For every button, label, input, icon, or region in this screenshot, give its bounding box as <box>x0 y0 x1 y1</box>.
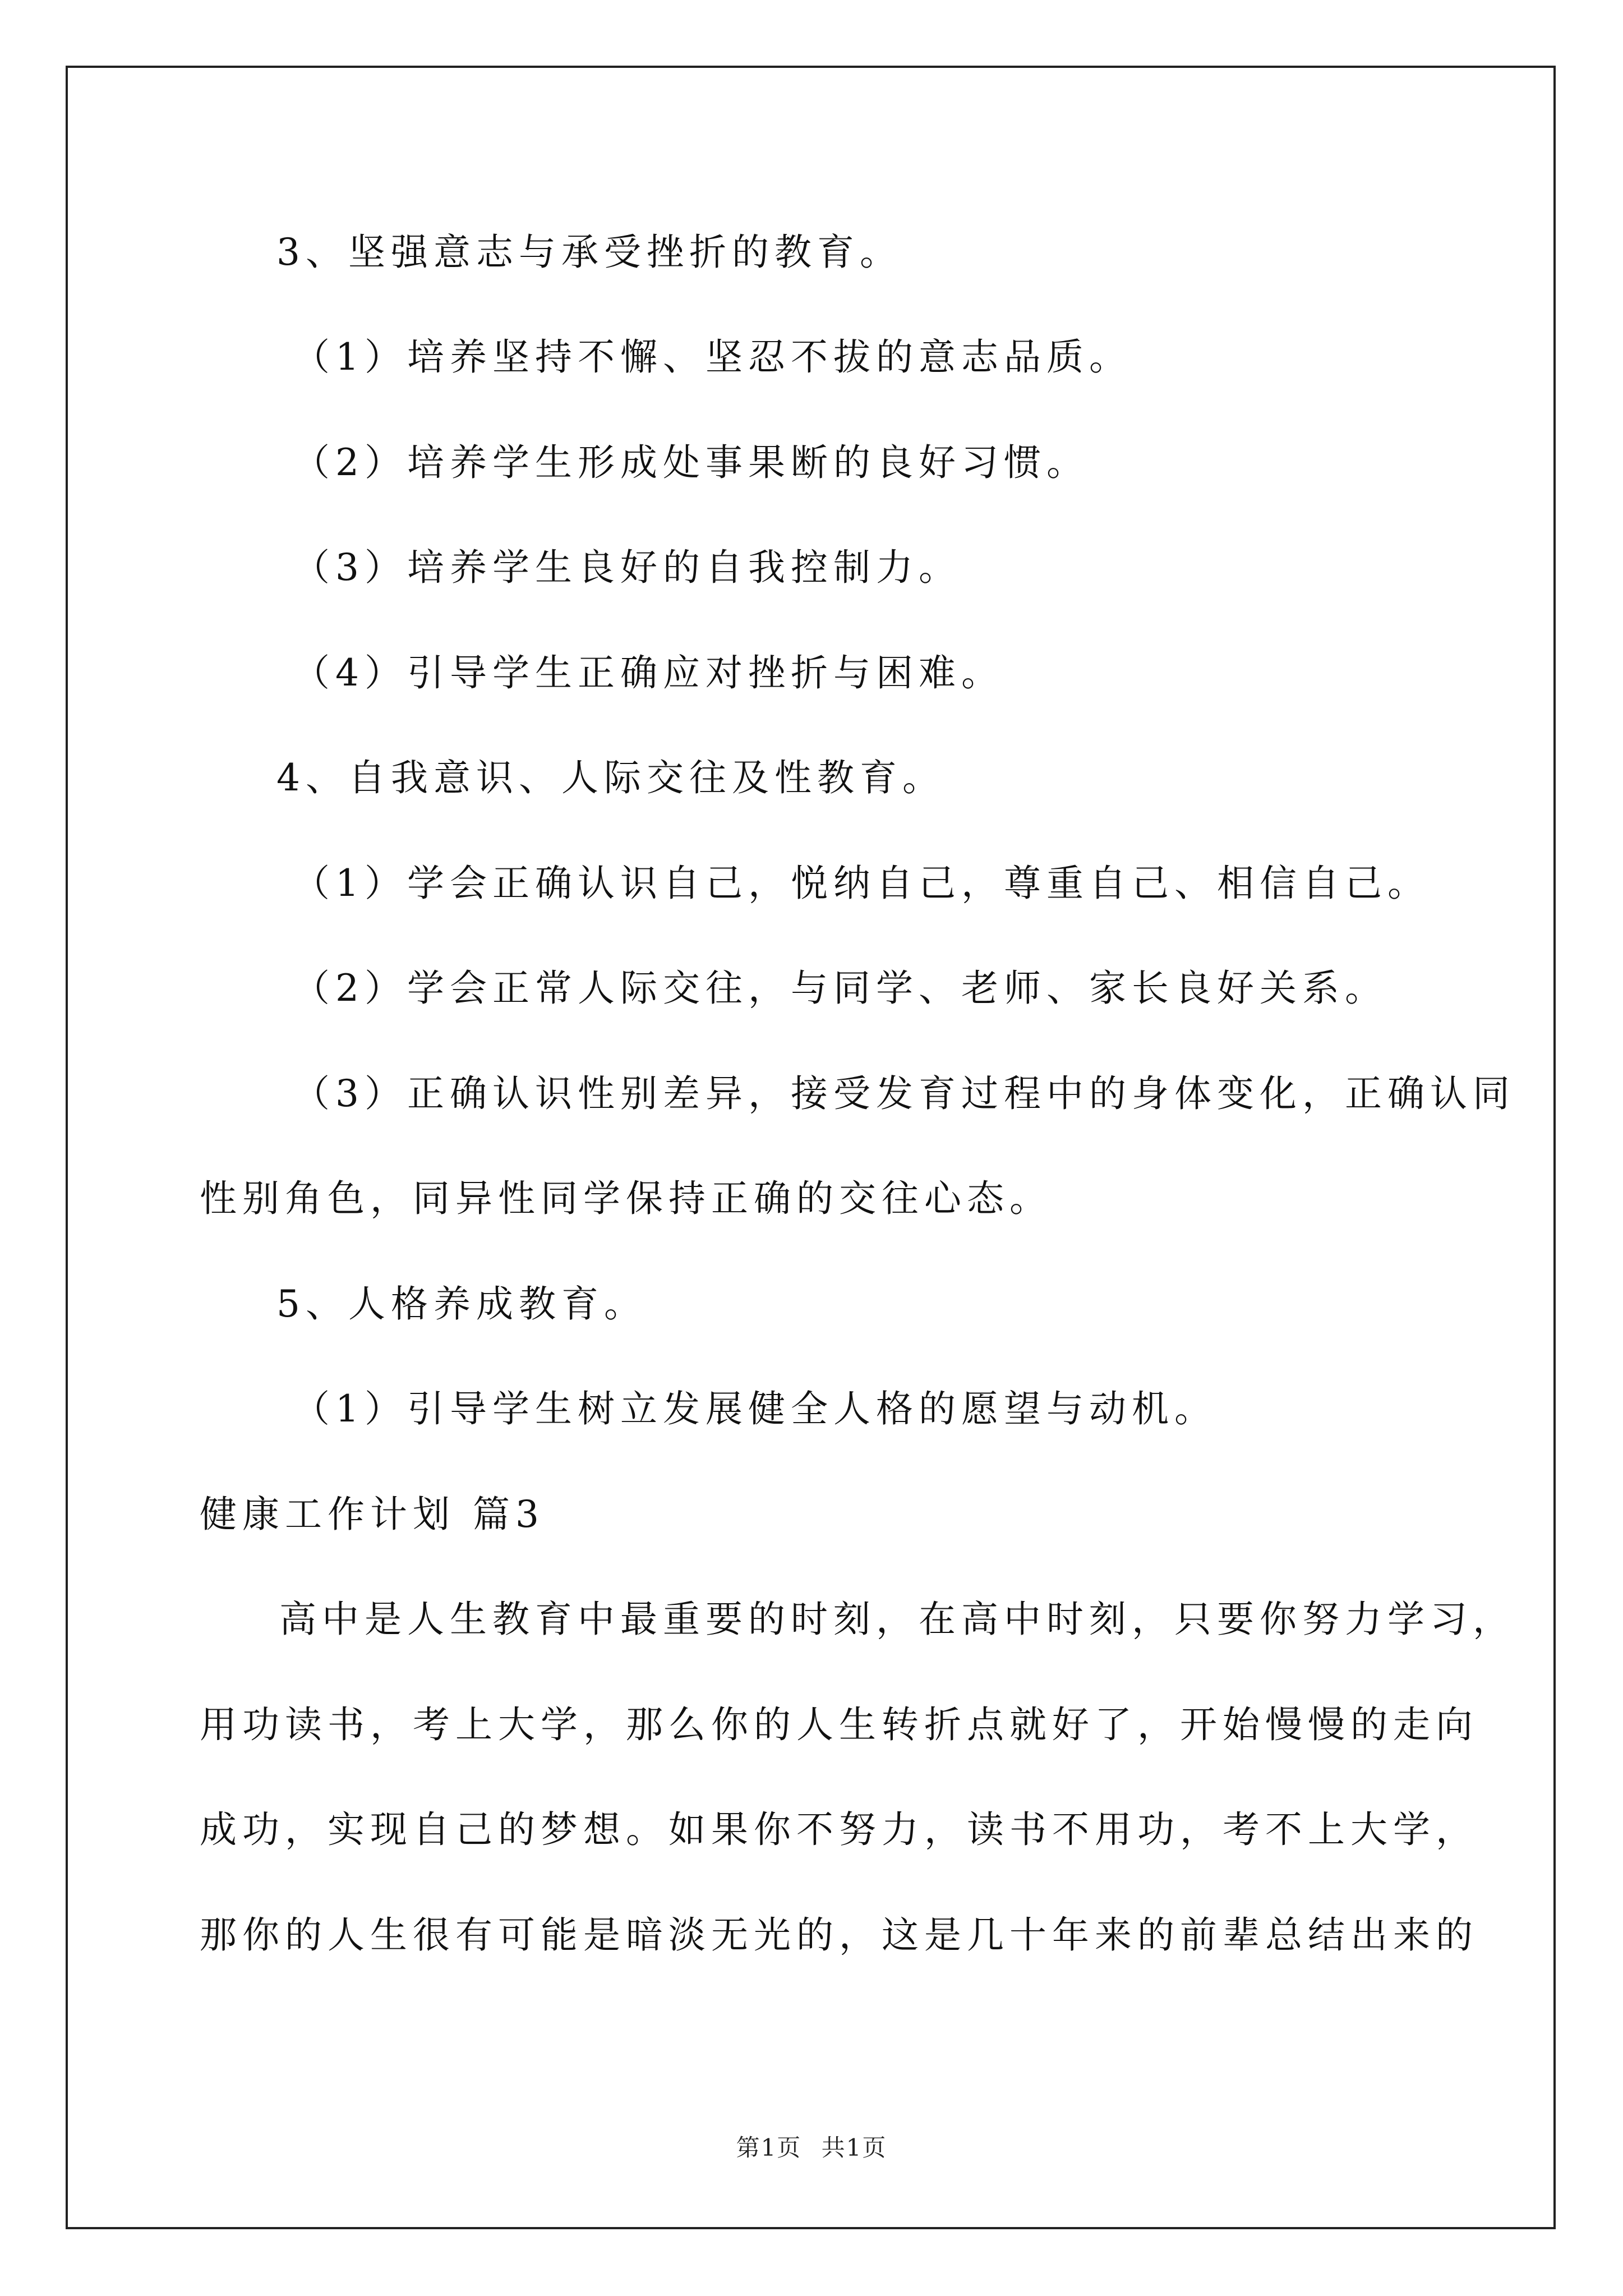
list-item-continuation: 性别角色，同异性同学保持正确的交往心态。 <box>200 1177 1052 1220</box>
list-item: （2）培养学生形成处事果断的良好习惯。 <box>293 441 1089 484</box>
list-item: （1）学会正确认识自己，悦纳自己，尊重自己、相信自己。 <box>293 862 1430 905</box>
list-item: （1）引导学生树立发展健全人格的愿望与动机。 <box>293 1387 1217 1430</box>
list-item: （3）正确认识性别差异，接受发育过程中的身体变化，正确认同 <box>293 1072 1515 1115</box>
list-item: （3）培养学生良好的自我控制力。 <box>293 546 961 589</box>
list-item: （1）培养坚持不懈、坚忍不拔的意志品质。 <box>293 335 1132 379</box>
paragraph-line: 用功读书，考上大学，那么你的人生转折点就好了，开始慢慢的走向 <box>200 1703 1478 1746</box>
page-total: 共1页 <box>821 2134 887 2161</box>
article-heading: 健康工作计划 篇3 <box>200 1493 545 1536</box>
page-footer <box>0 2134 1623 2162</box>
section-heading-3: 3、坚强意志与承受挫折的教育。 <box>276 231 902 274</box>
paragraph-line: 高中是人生教育中最重要的时刻，在高中时刻，只要你努力学习， <box>279 1598 1515 1641</box>
page-number: 第1页 <box>736 2134 802 2161</box>
list-item: （4）引导学生正确应对挫折与困难。 <box>293 651 1004 694</box>
section-heading-4: 4、自我意识、人际交往及性教育。 <box>276 756 945 799</box>
page-border <box>66 66 1556 2229</box>
section-heading-5: 5、人格养成教育。 <box>276 1282 647 1326</box>
paragraph-line: 成功，实现自己的梦想。如果你不努力，读书不用功，考不上大学， <box>200 1808 1478 1851</box>
paragraph-line: 那你的人生很有可能是暗淡无光的，这是几十年来的前辈总结出来的 <box>200 1913 1478 1957</box>
list-item: （2）学会正常人际交往，与同学、老师、家长良好关系。 <box>293 967 1387 1010</box>
